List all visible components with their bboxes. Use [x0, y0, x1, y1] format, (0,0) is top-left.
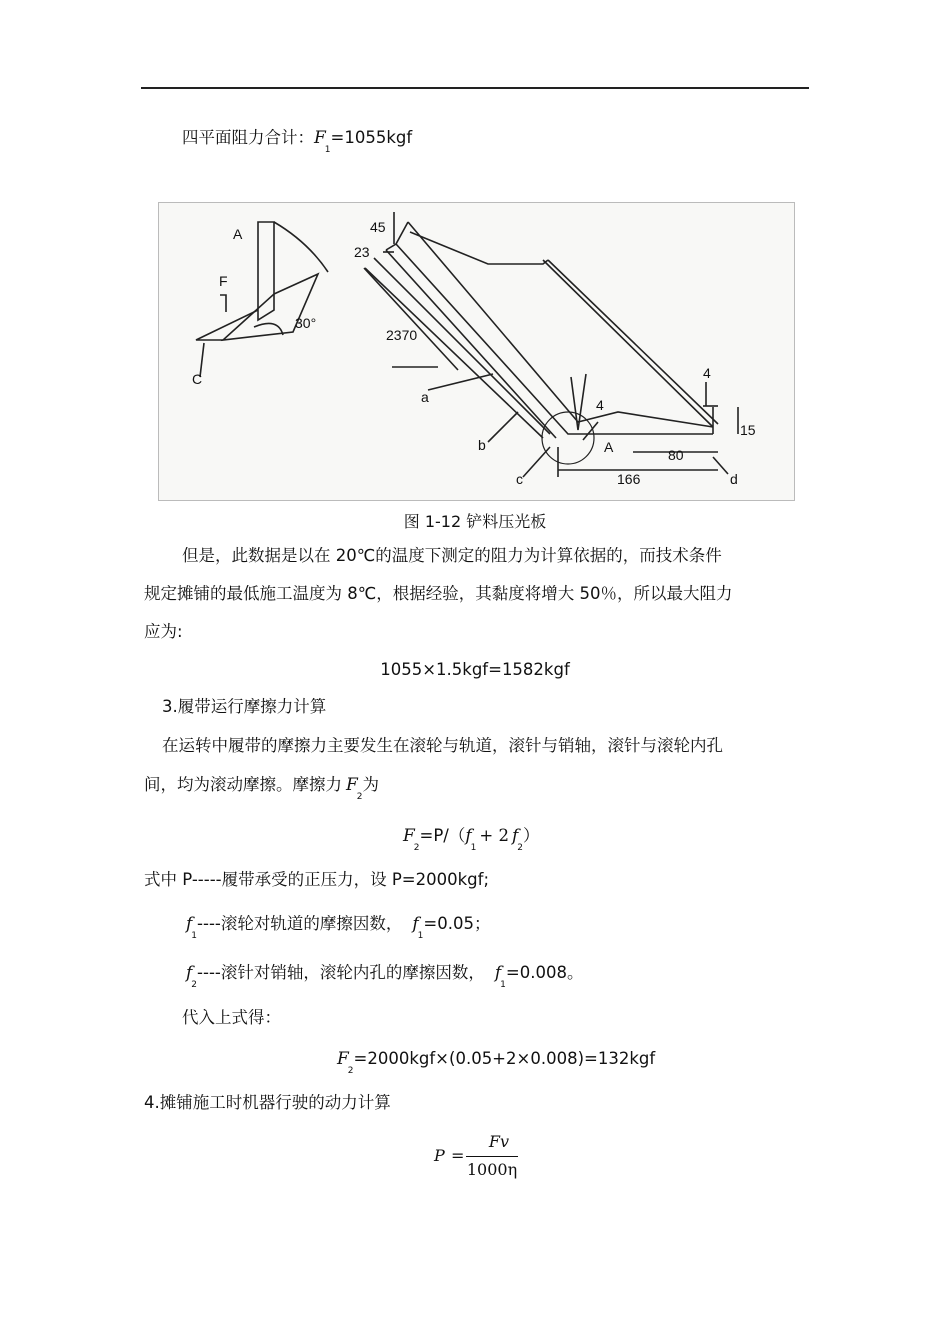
equation-f2: $F_2=P/(f_1+ 2$ $f_2$） [403, 826, 540, 853]
dim-80: 80 [668, 447, 684, 463]
equation-max-resistance: 1055×1.5kgf=1582kgf [380, 660, 570, 679]
substitute-line: 代入上式得： [182, 1008, 281, 1027]
para1-line1: 但是，此数据是以在 20℃的温度下测定的阻力为计算依据的，而技术条件 [182, 546, 722, 565]
label-C: C [192, 371, 203, 387]
heading-3: 3.履带运行摩擦力计算 [162, 697, 327, 716]
para2-line2: 间，均为滚动摩擦。摩擦力 $F_2$为 [144, 775, 380, 802]
para2-line1: 在运转中履带的摩擦力主要发生在滚轮与轨道，滚针与销轴，滚针与滚轮内孔 [162, 736, 723, 755]
var-F: F [314, 128, 326, 148]
definition-f1: $f_1----$滚轮对轨道的摩擦因数， $f_1=0.05$； [186, 914, 491, 941]
dim-45: 45 [370, 219, 386, 235]
para1-line2: 规定摊铺的最低施工温度为 8℃，根据经验，其黏度将增大 50％，所以最大阻力 [144, 584, 733, 603]
label-a: a [421, 389, 429, 405]
figure-caption: 图 1-12 铲料压光板 [403, 512, 547, 531]
dim-166: 166 [617, 471, 641, 487]
dim-4-left: 4 [596, 397, 604, 413]
fraction-bar [466, 1156, 518, 1157]
label-A-top: A [233, 226, 243, 242]
label-F: F [219, 273, 228, 289]
label-A-bottom: A [604, 439, 614, 455]
header-rule [141, 87, 809, 89]
definition-intro: 式中 P-----履带承受的正压力，设 P=2000kgf; [144, 870, 490, 889]
dim-2370: 2370 [386, 327, 418, 343]
dim-4-right: 4 [703, 365, 711, 381]
label-c: c [516, 471, 523, 487]
label-d: d [730, 471, 738, 487]
para1-line3: 应为: [144, 622, 183, 641]
heading-4: 4.摊铺施工时机器行驶的动力计算 [144, 1093, 391, 1112]
dim-15: 15 [740, 422, 756, 438]
label-angle: 30° [295, 315, 317, 331]
equation-f2-result: $F_2=2000kgf\times(0.05+2\times 0.008)=132kgf$ [337, 1049, 656, 1076]
dim-23: 23 [354, 244, 370, 260]
shovel-plate-figure [158, 202, 795, 501]
resistance-total-line: 四平面阻力合计：$F_1=1055kgf$ [182, 128, 413, 155]
definition-f2: $f_2----$滚针对销轴，滚轮内孔的摩擦因数， $f_1=0.008$。 [186, 963, 584, 990]
label-b: b [478, 437, 486, 453]
